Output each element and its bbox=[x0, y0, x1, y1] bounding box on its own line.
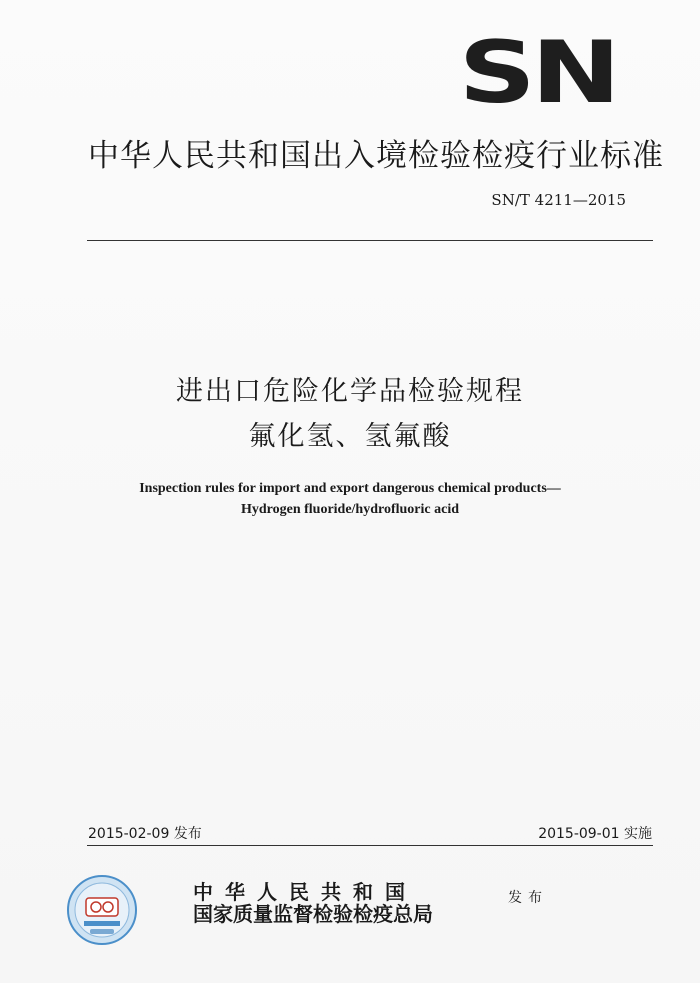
bottom-divider bbox=[87, 845, 653, 846]
issuer-agency: 国家质量监督检验检疫总局 bbox=[193, 902, 433, 926]
title-en-line1: Inspection rules for import and export dangerous chemical products— bbox=[139, 481, 561, 496]
title-zh-line2: 氟化氢、氢氟酸 bbox=[248, 421, 452, 452]
top-divider bbox=[87, 240, 653, 241]
standard-code: SN/T 4211—2015 bbox=[491, 191, 626, 209]
title-zh-line1: 进出口危险化学品检验规程 bbox=[176, 376, 524, 407]
title-en-line2: Hydrogen fluoride/hydrofluoric acid bbox=[240, 502, 460, 517]
issuer-country: 中华人民共和国 bbox=[193, 880, 417, 904]
publish-label: 发布 bbox=[508, 890, 548, 906]
sn-logo: SN bbox=[458, 23, 616, 123]
issue-date: 2015-02-09 发布 bbox=[88, 826, 202, 842]
implementation-date: 2015-09-01 实施 bbox=[538, 826, 652, 842]
standard-category: 中华人民共和国出入境检验检疫行业标准 bbox=[88, 138, 664, 174]
anti-counterfeit-seal-icon bbox=[66, 874, 138, 946]
